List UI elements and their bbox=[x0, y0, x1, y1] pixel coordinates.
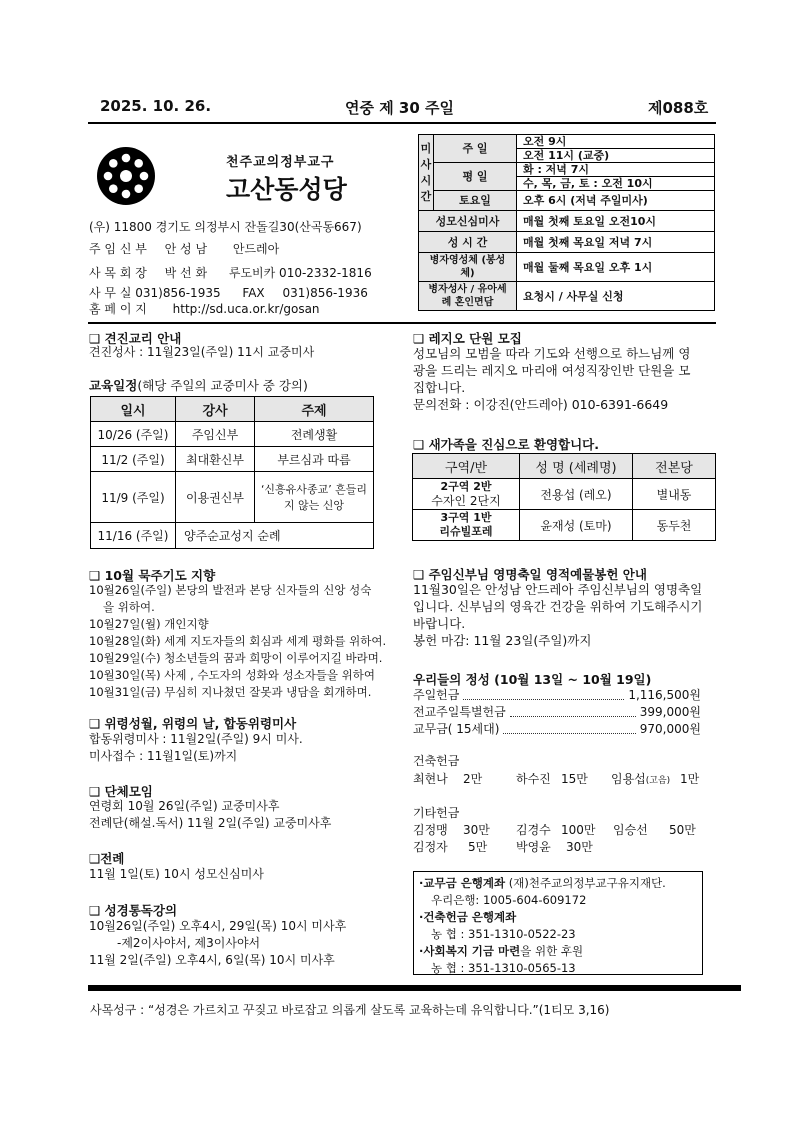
confirmation-text: 견진성사 : 11월23일(주일) 11시 교중미사 bbox=[89, 345, 315, 359]
saturday-label: 토요일 bbox=[434, 191, 517, 211]
memorial-text: 합동위령미사 : 11월2일(주일) 9시 미사. 미사접수 : 11월1일(토)까지 bbox=[89, 732, 303, 763]
rosary-heading: ❑ 10월 묵주기도 지향 bbox=[89, 568, 216, 583]
pastoral-motto: 사목성구 : “성경은 가르치고 꾸짖고 바로잡고 의롭게 살도록 교육하는데 유익합니다.”(1티모 3,16) bbox=[90, 1003, 610, 1017]
chair-label: 사 목 회 장 bbox=[89, 266, 147, 280]
feast-text: 11월30일은 안성남 안드레아 주임신부님의 영명축일 입니다. 신부님의 영육간 건강을 위하여 기도해주시기 바랍니다. 봉헌 마감: 11월 23일(주일)까지 bbox=[413, 582, 703, 648]
rosary-line: 10월26일(주일) 본당의 발전과 본당 신자들의 신앙 성숙 bbox=[89, 583, 372, 597]
fax-label: FAX bbox=[242, 286, 265, 300]
building-fund-title: 건축헌금 bbox=[413, 754, 460, 768]
education-header: 주제 bbox=[255, 397, 374, 422]
liturgy-heading: ❑전례 bbox=[89, 851, 125, 866]
table-row: 2구역 2반 수자인 2단지 전용섭 (레오) 별내동 bbox=[413, 479, 716, 510]
chair-name: 박 선 화 bbox=[164, 266, 208, 280]
priest-row bbox=[89, 241, 279, 258]
legio-contact: 문의전화 : 이강진(안드레아) 010-6391-6649 bbox=[413, 397, 669, 412]
sunday-label: 주 일 bbox=[434, 135, 517, 163]
rosary-list bbox=[89, 582, 386, 701]
offering-row: 전교주일특별헌금 399,000원 bbox=[413, 705, 701, 719]
rosary-line: 10월28일(화) 세계 지도자들의 회심과 세계 평화를 위하여. bbox=[89, 634, 387, 648]
other-fund-title: 기타헌금 bbox=[413, 806, 460, 820]
chair-row bbox=[89, 265, 372, 282]
mass-group-label: 미 사 시 간 bbox=[419, 135, 434, 211]
homepage-link[interactable]: http://sd.uca.or.kr/gosan bbox=[172, 302, 320, 316]
liturgy-text: 11월 1일(토) 10시 성모신심미사 bbox=[89, 867, 264, 881]
bulletin-date: 2025. 10. 26. bbox=[100, 97, 212, 115]
church-logo-icon bbox=[96, 146, 156, 206]
schedule-label: 성모신심미사 bbox=[419, 211, 517, 232]
offering-row: 주일헌금 1,116,500원 bbox=[413, 688, 701, 702]
offering-heading: 우리들의 정성 (10월 13일 ~ 10월 19일) bbox=[413, 672, 652, 687]
homepage-label: 홈 페 이 지 bbox=[89, 302, 147, 316]
schedule-label: 병자성사 / 유아세례 혼인면담 bbox=[419, 282, 517, 311]
bank-accounts-box: ·교무금 은행계좌 (재)천주교의정부교구유지재단. 우리은행: 1005-604-609172 ·건축헌금 은행계좌 농 협 : 351-1310-0522-23 ·사회복지 기금 마련을 위한 후원 농 협 : 351-1310-0565-13 bbox=[413, 871, 703, 975]
diocese-name: 천주교의정부교구 bbox=[226, 155, 335, 170]
header-rule bbox=[88, 122, 716, 124]
office-label: 사 무 실 bbox=[89, 286, 132, 300]
education-heading: 교육일정(해당 주일의 교중미사 중 강의) bbox=[89, 378, 308, 393]
legio-heading: ❑ 레지오 단원 모집 bbox=[413, 331, 522, 346]
fax-number: 031)856-1936 bbox=[282, 286, 368, 300]
rosary-line: 10월31일(금) 무심히 지나쳤던 잘못과 냉담을 회개하며. bbox=[89, 685, 372, 699]
memorial-heading: ❑ 위령성월, 위령의 날, 합동위령미사 bbox=[89, 716, 297, 731]
priest-label: 주 임 신 부 bbox=[89, 242, 147, 256]
offering-row: 교무금( 15세대) 970,000원 bbox=[413, 722, 701, 736]
schedule-value: 매월 첫째 목요일 저녁 7시 bbox=[517, 232, 715, 253]
groups-text: 연령회 10월 26일(주일) 교중미사후 전례단(해설.독서) 11월 2일(주일) 교중미사후 bbox=[89, 799, 332, 830]
issue-number: 제088호 bbox=[648, 99, 709, 117]
liturgical-week: 연중 제 30 주일 bbox=[345, 99, 454, 117]
offering-list bbox=[413, 687, 701, 738]
saturday-mass: 오후 6시 (저녁 주일미사) bbox=[517, 191, 715, 211]
parish-name: 고산동성당 bbox=[226, 175, 347, 204]
legio-text: 성모님의 모범을 따라 기도와 선행으로 하느님께 영 광을 드리는 레지오 마리애 여성직장인반 단원을 모 집합니다. 문의전화 : 이강진(안드레아) 010-6391-6649 bbox=[413, 346, 691, 412]
bible-text: 10월26일(주일) 오후4시, 29일(목) 10시 미사후 -제2이사야서, 제3이사야서 11월 2일(주일) 오후4시, 6일(목) 10시 미사후 bbox=[89, 919, 347, 967]
feast-heading: ❑ 주임신부님 영명축일 영적예물봉헌 안내 bbox=[413, 567, 647, 582]
weekday-mass-2: 수, 목, 금, 토 : 오전 10시 bbox=[517, 177, 715, 191]
table-row: 11/9 (주일) 이용권신부 ‘신흥유사종교’ 흔들리지 않는 신앙 bbox=[91, 472, 374, 523]
section-rule bbox=[88, 322, 716, 324]
bible-heading: ❑ 성경통독강의 bbox=[89, 903, 178, 918]
schedule-label: 병자영성체 (봉성체) bbox=[419, 253, 517, 282]
office-row bbox=[89, 285, 368, 302]
table-row: 3구역 1반 리슈빌포레 윤재성 (토마) 동두천 bbox=[413, 510, 716, 541]
rosary-line: 을 위하여. bbox=[103, 600, 155, 614]
education-header: 강사 bbox=[176, 397, 255, 422]
groups-heading: ❑ 단체모임 bbox=[89, 784, 153, 799]
table-row: 10/26 (주일) 주임신부 전례생활 bbox=[91, 422, 374, 447]
weekday-mass-1: 화 : 저녁 7시 bbox=[517, 163, 715, 177]
schedule-label: 성 시 간 bbox=[419, 232, 517, 253]
mass-schedule-table bbox=[418, 134, 715, 311]
sunday-mass-2: 오전 11시 (교중) bbox=[517, 149, 715, 163]
chair-contact: 루도비카 010-2332-1816 bbox=[228, 266, 372, 280]
new-family-table: 구역/반 성 명 (세례명) 전본당 2구역 2반 수자인 2단지 전용섭 (레오) 별내동 3구역 1반 리슈빌포레 윤재성 (토마) 동두천 bbox=[412, 453, 716, 541]
parish-address: (우) 11800 경기도 의정부시 잔돌길30(산곡동667) bbox=[89, 220, 362, 234]
priest-name: 안 성 남 bbox=[164, 242, 208, 256]
weekday-label: 평 일 bbox=[434, 163, 517, 191]
sunday-mass-1: 오전 9시 bbox=[517, 135, 715, 149]
schedule-value: 요청시 / 사무실 신청 bbox=[517, 282, 715, 311]
confirmation-heading: ❑ 견진교리 안내 bbox=[89, 331, 182, 346]
table-row: 11/16 (주일) 양주순교성지 순례 bbox=[91, 523, 374, 549]
schedule-value: 매월 첫째 토요일 오전10시 bbox=[517, 211, 715, 232]
rosary-line: 10월27일(월) 개인지향 bbox=[89, 617, 209, 631]
schedule-value: 매월 둘째 목요일 오후 1시 bbox=[517, 253, 715, 282]
priest-baptism: 안드레아 bbox=[232, 242, 280, 256]
rosary-line: 10월29일(수) 청소년들의 꿈과 희망이 이루어지길 바라며. bbox=[89, 651, 383, 665]
rosary-line: 10월30일(목) 사제 , 수도자의 성화와 성소자들을 위하여 bbox=[89, 668, 376, 682]
education-header: 일시 bbox=[91, 397, 176, 422]
homepage-row bbox=[89, 301, 320, 318]
table-row: 11/2 (주일) 최대환신부 부르심과 따름 bbox=[91, 447, 374, 472]
office-phone: 031)856-1935 bbox=[135, 286, 221, 300]
education-table bbox=[90, 396, 374, 549]
footer-rule bbox=[88, 985, 741, 991]
new-family-heading: ❑ 새가족을 진심으로 환영합니다. bbox=[413, 437, 599, 452]
